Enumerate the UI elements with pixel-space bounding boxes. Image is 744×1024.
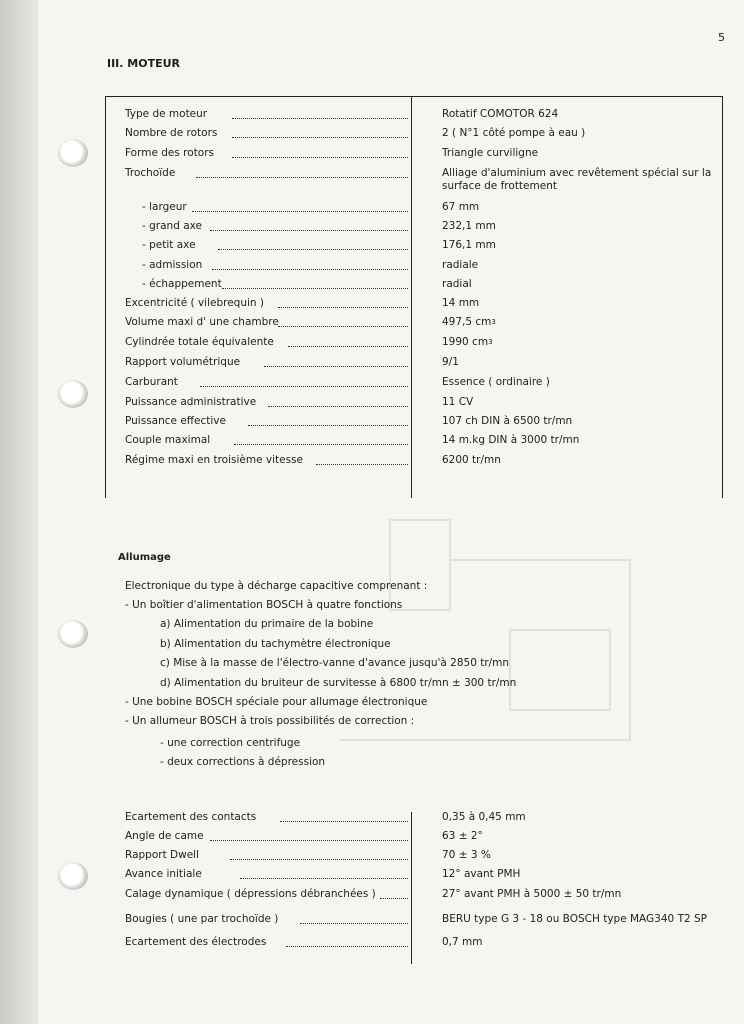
spec-value-text: 27° avant PMH à 5000 ± 50 tr/mn <box>442 888 622 900</box>
binder-spine <box>0 0 38 1024</box>
spec-value <box>442 356 712 369</box>
spec-label: Puissance effective <box>125 415 226 427</box>
leader-dots <box>264 366 408 367</box>
spec-value <box>442 336 712 349</box>
spec-value-text: 497,5 cm <box>442 316 492 328</box>
spec-label: - grand axe <box>142 220 202 232</box>
spec-value-text: 11 CV <box>442 396 474 408</box>
spec-value-text: Alliage d'aluminium avec revêtement spécial sur la surface de frottement <box>442 167 712 192</box>
leader-dots <box>218 249 408 250</box>
table-top-rule <box>105 96 723 97</box>
spec-label: Bougies ( une par trochoïde ) <box>125 913 279 925</box>
leader-dots <box>300 923 408 924</box>
section-heading: III. MOTEUR <box>107 57 181 70</box>
allumage-line: b) Alimentation du tachymètre électronique <box>160 638 391 650</box>
spec-value-text: 0,7 mm <box>442 936 483 948</box>
spec-label: - admission <box>142 259 203 271</box>
leader-dots <box>192 211 408 212</box>
spec-value <box>442 278 712 291</box>
spec-value-text: 9/1 <box>442 356 459 368</box>
spec-value-text: 14 m.kg DIN à 3000 tr/mn <box>442 434 580 446</box>
superscript: 3 <box>491 318 496 326</box>
spec-value-text: 6200 tr/mn <box>442 454 501 466</box>
table-left-rule <box>105 96 106 498</box>
leader-dots <box>230 859 408 860</box>
leader-dots <box>200 386 408 387</box>
spec-value <box>442 396 712 409</box>
leader-dots <box>288 346 408 347</box>
spec-value <box>442 454 712 467</box>
spec-value <box>442 415 712 428</box>
spec-value <box>442 913 712 926</box>
spec-value <box>442 297 712 310</box>
spec-value-text: 67 mm <box>442 201 480 213</box>
spec-value <box>442 127 712 140</box>
spec-value-text: Essence ( ordinaire ) <box>442 376 550 388</box>
spec-value-text: BERU type G 3 - 18 ou BOSCH type MAG340 T2 SP <box>442 913 707 925</box>
spec-value-text: 176,1 mm <box>442 239 496 251</box>
allumage-line: - deux corrections à dépression <box>160 756 326 768</box>
spec-label: Forme des rotors <box>125 147 215 159</box>
spec-value-text: radial <box>442 278 472 290</box>
leader-dots <box>286 946 408 947</box>
allumage-line: - Un allumeur BOSCH à trois possibilités de correction : <box>125 715 415 727</box>
spec-label: - petit axe <box>142 239 196 251</box>
superscript: 3 <box>488 338 493 346</box>
leader-dots <box>278 326 408 327</box>
table-column-divider <box>411 96 412 498</box>
leader-dots <box>380 898 408 899</box>
leader-dots <box>232 137 408 138</box>
spec-label: Cylindrée totale équivalente <box>125 336 274 348</box>
allumage-column-divider <box>411 812 412 964</box>
spec-label: Régime maxi en troisième vitesse <box>125 454 304 466</box>
spec-label: - échappement <box>142 278 222 290</box>
spec-label: Trochoïde <box>125 167 176 179</box>
spec-value <box>442 811 712 824</box>
spec-value-text: 2 ( N°1 côté pompe à eau ) <box>442 127 586 139</box>
allumage-heading: Allumage <box>118 552 171 563</box>
spec-label: Puissance administrative <box>125 396 257 408</box>
allumage-line: - Un boîtier d'alimentation BOSCH à quatre fonctions <box>125 599 403 611</box>
spec-value-text: Rotatif COMOTOR 624 <box>442 108 559 120</box>
spec-value-text: 63 ± 2° <box>442 830 483 842</box>
leader-dots <box>234 444 408 445</box>
spec-value <box>442 147 712 160</box>
spec-value <box>442 849 712 862</box>
punch-hole <box>58 620 88 648</box>
allumage-line: - une correction centrifuge <box>160 737 301 749</box>
spec-value <box>442 830 712 843</box>
leader-dots <box>248 425 408 426</box>
spec-value <box>442 201 712 214</box>
leader-dots <box>210 230 408 231</box>
page-number: 5 <box>718 31 725 44</box>
spec-label: Couple maximal <box>125 434 211 446</box>
punch-hole <box>58 862 88 890</box>
leader-dots <box>316 464 408 465</box>
spec-label: Excentricité ( vilebrequin ) <box>125 297 264 309</box>
spec-value-text: 12° avant PMH <box>442 868 521 880</box>
spec-label: Carburant <box>125 376 178 388</box>
spec-value <box>442 316 712 329</box>
leader-dots <box>196 177 408 178</box>
punch-hole <box>58 139 88 167</box>
spec-value <box>442 376 712 389</box>
spec-value <box>442 220 712 233</box>
spec-value-text: 14 mm <box>442 297 480 309</box>
spec-value-text: 0,35 à 0,45 mm <box>442 811 526 823</box>
spec-value <box>442 936 712 949</box>
spec-label: Type de moteur <box>125 108 208 120</box>
spec-label: Avance initiale <box>125 868 202 880</box>
leader-dots <box>232 118 408 119</box>
leader-dots <box>232 157 408 158</box>
spec-value-text: 70 ± 3 % <box>442 849 491 861</box>
leader-dots <box>278 307 408 308</box>
leader-dots <box>212 269 408 270</box>
spec-value <box>442 259 712 272</box>
allumage-line: d) Alimentation du bruiteur de survitesse à 6800 tr/mn ± 300 tr/mn <box>160 677 517 689</box>
spec-label: Angle de came <box>125 830 204 842</box>
spec-label: Volume maxi d' une chambre <box>125 316 279 328</box>
leader-dots <box>210 840 408 841</box>
table-right-rule <box>722 96 723 498</box>
spec-value-text: radiale <box>442 259 479 271</box>
allumage-line: a) Alimentation du primaire de la bobine <box>160 618 374 630</box>
spec-label: Ecartement des contacts <box>125 811 257 823</box>
spec-label: Calage dynamique ( dépressions débranchées ) <box>125 888 376 900</box>
allumage-line: c) Mise à la masse de l'électro-vanne d'avance jusqu'à 2850 tr/mn <box>160 657 510 669</box>
spec-value-text: 1990 cm <box>442 336 489 348</box>
spec-label: Rapport volumétrique <box>125 356 241 368</box>
spec-value <box>442 239 712 252</box>
spec-value <box>442 888 712 901</box>
leader-dots <box>280 821 408 822</box>
spec-label: Ecartement des électrodes <box>125 936 267 948</box>
punch-hole <box>58 380 88 408</box>
spec-value <box>442 434 712 447</box>
spec-label: - largeur <box>142 201 187 213</box>
allumage-line: Electronique du type à décharge capacitive comprenant : <box>125 580 428 592</box>
spec-value-text: Triangle curviligne <box>442 147 539 159</box>
spec-value <box>442 167 712 193</box>
spec-label: Nombre de rotors <box>125 127 218 139</box>
spec-value <box>442 868 712 881</box>
leader-dots <box>240 878 408 879</box>
show-through-diagram <box>300 480 700 780</box>
leader-dots <box>222 288 408 289</box>
spec-value <box>442 108 712 121</box>
spec-value-text: 107 ch DIN à 6500 tr/mn <box>442 415 573 427</box>
spec-label: Rapport Dwell <box>125 849 199 861</box>
spec-value-text: 232,1 mm <box>442 220 496 232</box>
leader-dots <box>268 406 408 407</box>
allumage-line: - Une bobine BOSCH spéciale pour allumage électronique <box>125 696 428 708</box>
